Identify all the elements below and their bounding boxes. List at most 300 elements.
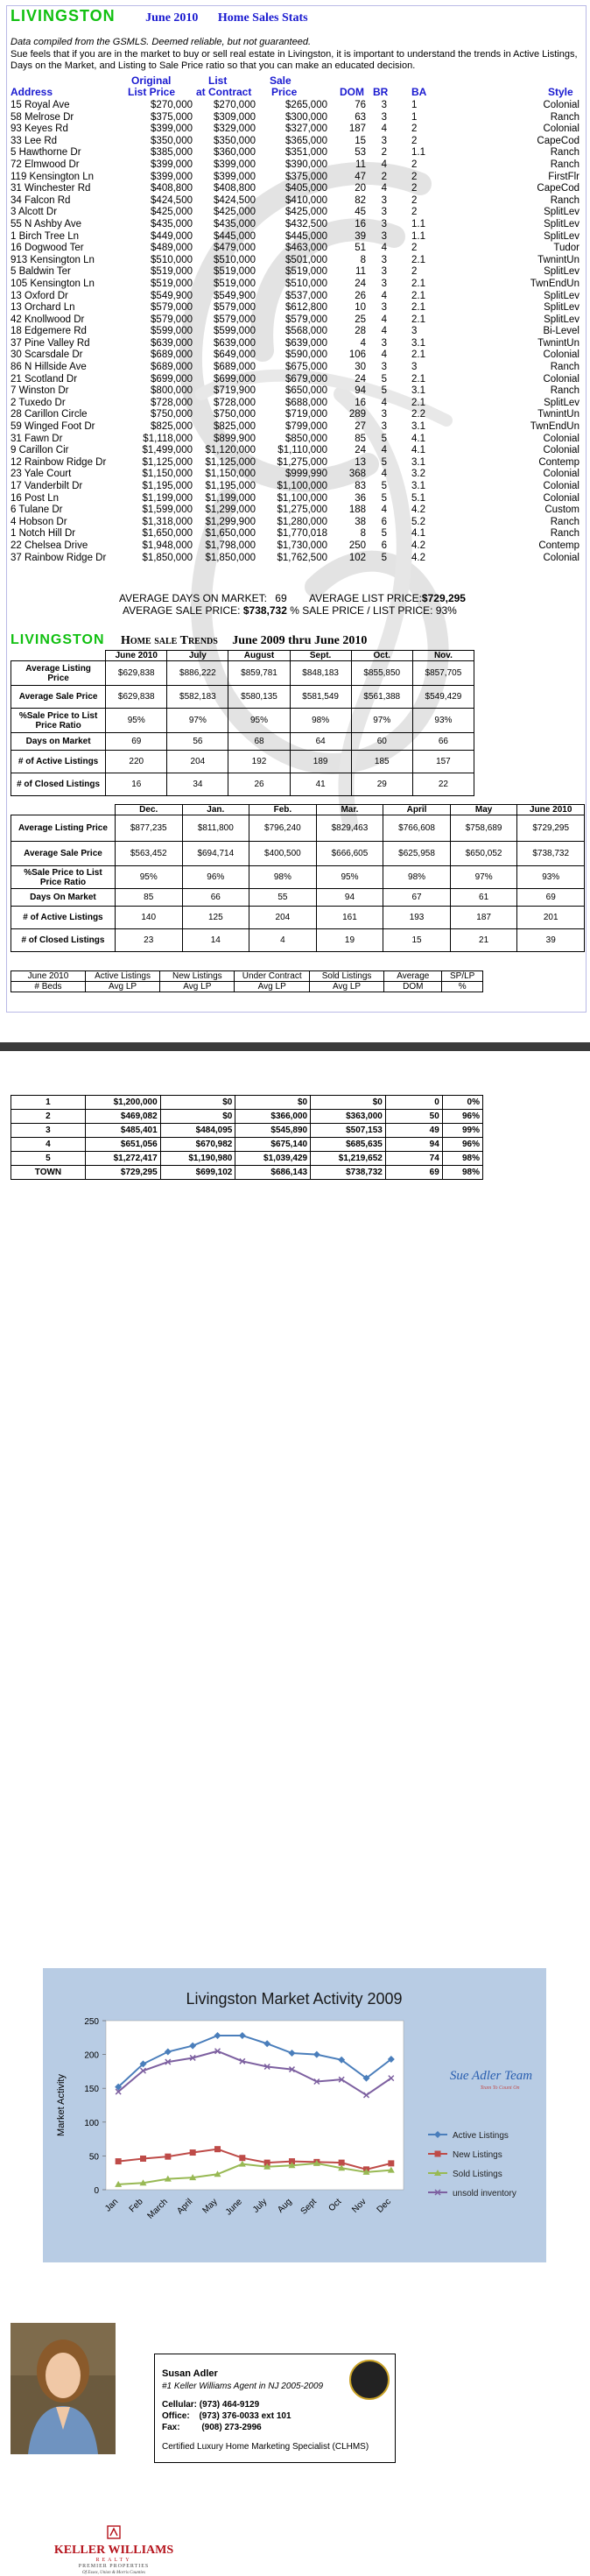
- beds-cell: $363,000: [311, 1110, 386, 1124]
- beds-cell: $545,890: [235, 1124, 311, 1138]
- page-separator: [0, 1042, 590, 1051]
- trend-cell: 95%: [106, 709, 167, 733]
- trend-row: [11, 907, 585, 929]
- trend-cell: 39: [517, 929, 585, 952]
- beds-cell: 69: [385, 1166, 442, 1180]
- beds-cell: 1: [11, 1096, 86, 1110]
- listing-address: 72 Elmwood Dr: [11, 159, 80, 170]
- listing-list-at-contract: $899,900: [214, 433, 256, 444]
- listing-br: 3: [381, 230, 387, 242]
- trend-cell: 67: [383, 889, 451, 907]
- beds-subheader-cell: %: [442, 982, 483, 992]
- trend-cell: $886,222: [167, 661, 228, 686]
- trend-month-header: July: [167, 651, 228, 661]
- trend-row: [11, 889, 585, 907]
- listing-dom: 24: [355, 445, 366, 456]
- listing-dom: 102: [348, 552, 366, 563]
- beds-cell: 50: [385, 1110, 442, 1124]
- listing-style: Ranch: [550, 516, 579, 527]
- trend-cell: $855,850: [351, 661, 412, 686]
- award-seal-icon: [349, 2360, 390, 2400]
- trend-row-label: Average Listing Price: [11, 815, 116, 842]
- listing-row: [11, 481, 579, 493]
- listing-list-at-contract: $579,000: [214, 314, 256, 325]
- trend-cell: 26: [228, 773, 290, 796]
- listing-br: 5: [381, 481, 387, 491]
- source-note: Data compiled from the GSMLS. Deemed reliable, but not guaranteed.: [11, 37, 312, 47]
- trend-cell: 29: [351, 773, 412, 796]
- listing-dom: 106: [348, 349, 366, 361]
- listing-sale-price: $445,000: [285, 230, 327, 242]
- listing-dom: 39: [355, 230, 366, 242]
- listing-original-list-price: $385,000: [151, 147, 193, 159]
- listing-br: 5: [381, 456, 387, 468]
- listing-original-list-price: $1,118,000: [143, 433, 193, 444]
- listing-original-list-price: $699,000: [151, 373, 193, 385]
- data-point: [435, 2151, 441, 2157]
- listing-dom: 51: [355, 243, 366, 254]
- listing-ba: 2: [411, 207, 418, 218]
- listing-row: [11, 231, 579, 243]
- x-tick-label: May: [200, 2197, 220, 2216]
- listing-br: 6: [381, 540, 387, 551]
- listing-dom: 187: [348, 124, 366, 135]
- listing-row: [11, 469, 579, 481]
- listing-br: 2: [381, 171, 387, 182]
- listing-dom: 11: [355, 159, 366, 170]
- header-address: Address: [11, 86, 53, 98]
- beds-cell: $366,000: [235, 1110, 311, 1124]
- listing-row: [11, 421, 579, 434]
- listing-list-at-contract: $599,000: [214, 326, 256, 337]
- listing-br: 3: [381, 362, 387, 373]
- trend-month-header: Sept.: [290, 651, 351, 661]
- keller-williams-logo: [53, 2525, 175, 2574]
- trend-header-row: [11, 651, 474, 661]
- listing-ba: 2.1: [411, 278, 425, 289]
- listing-sale-price: $375,000: [285, 171, 327, 182]
- listing-sale-price: $719,000: [285, 409, 327, 420]
- trend-cell: 125: [182, 907, 249, 929]
- trend-cell: $549,429: [412, 686, 474, 709]
- trend-cell: $629,838: [106, 686, 167, 709]
- listing-row: [11, 112, 579, 124]
- listing-original-list-price: $1,125,000: [142, 456, 193, 468]
- trend-row: [11, 733, 474, 751]
- fax-number[interactable]: (908) 273-2996: [201, 2423, 262, 2432]
- listings-header: [11, 75, 579, 100]
- beds-cell: $1,200,000: [85, 1096, 160, 1110]
- trend-cell: 21: [450, 929, 517, 952]
- listing-style: TwnEndUn: [530, 421, 579, 433]
- beds-row: [11, 1124, 483, 1138]
- data-point: [239, 2155, 245, 2161]
- listing-original-list-price: $689,000: [151, 349, 193, 361]
- listing-address: 37 Pine Valley Rd: [11, 337, 90, 349]
- listing-br: 4: [381, 243, 387, 254]
- trends-title: [11, 632, 367, 648]
- trend-row: [11, 709, 474, 733]
- office-number[interactable]: (973) 376-0033 ext 101: [199, 2411, 291, 2421]
- listing-style: TwnintUn: [537, 409, 579, 420]
- agent-card: [154, 2354, 396, 2463]
- listing-style: Colonial: [543, 373, 579, 385]
- listing-ba: 2: [411, 124, 418, 135]
- listing-sale-price: $688,000: [285, 397, 327, 408]
- listing-original-list-price: $579,000: [151, 314, 193, 325]
- kw-emblem-icon: [107, 2525, 121, 2539]
- listing-ba: 3.1: [411, 385, 425, 397]
- listing-original-list-price: $270,000: [151, 100, 193, 110]
- beds-cell: $0: [160, 1096, 235, 1110]
- listing-style: SplitLev: [544, 207, 579, 218]
- legend-entry: Sold Listings: [453, 2170, 502, 2179]
- beds-cell: 0: [385, 1096, 442, 1110]
- listing-style: Colonial: [543, 124, 579, 135]
- listing-dom: 25: [355, 314, 366, 325]
- listing-row: [11, 279, 579, 291]
- beds-subheader-cell: Avg LP: [160, 982, 235, 992]
- listing-br: 4: [381, 469, 387, 480]
- legend-entry: unsold inventory: [453, 2189, 516, 2198]
- listing-ba: 2.1: [411, 349, 425, 361]
- listing-style: Tudor: [553, 243, 579, 254]
- beds-subheader-row: [11, 982, 483, 992]
- listing-sale-price: $1,100,000: [277, 492, 327, 504]
- listing-original-list-price: $449,000: [151, 230, 193, 242]
- listing-list-at-contract: $1,798,000: [205, 540, 256, 551]
- x-tick-label: Sept: [299, 2197, 319, 2217]
- trend-cell: 68: [228, 733, 290, 751]
- trend-month-header: June 2010: [106, 651, 167, 661]
- listing-dom: 15: [355, 135, 366, 146]
- trend-cell: $811,800: [182, 815, 249, 842]
- listing-list-at-contract: $1,199,000: [205, 492, 256, 504]
- listing-address: 12 Rainbow Ridge Dr: [11, 456, 107, 468]
- listing-original-list-price: $1,948,000: [142, 540, 193, 551]
- beds-cell: $484,095: [160, 1124, 235, 1138]
- listing-list-at-contract: $579,000: [214, 302, 256, 314]
- listing-br: 3: [381, 218, 387, 229]
- listing-ba: 2.1: [411, 397, 425, 408]
- header-list-price: List Price: [128, 86, 176, 98]
- listing-address: 15 Royal Ave: [11, 100, 70, 110]
- data-point: [190, 2149, 196, 2156]
- agent-tagline: #1 Keller Williams Agent in NJ 2005-2009: [162, 2382, 324, 2391]
- listing-ba: 3.1: [411, 337, 425, 349]
- listing-ba: 2: [411, 171, 418, 182]
- listing-dom: 188: [348, 505, 366, 516]
- listing-row: [11, 434, 579, 446]
- listing-original-list-price: $1,499,000: [142, 445, 193, 456]
- trend-cell: 98%: [290, 709, 351, 733]
- listing-dom: 24: [355, 278, 366, 289]
- beds-cell: 0%: [442, 1096, 482, 1110]
- listing-dom: 27: [355, 421, 366, 433]
- listing-dom: 36: [355, 492, 366, 504]
- listing-original-list-price: $1,850,000: [142, 552, 193, 563]
- listing-list-at-contract: $639,000: [214, 337, 256, 349]
- listing-br: 3: [381, 278, 387, 289]
- x-tick-label: Feb: [127, 2197, 145, 2215]
- trend-cell: 41: [290, 773, 351, 796]
- listing-sale-price: $799,000: [285, 421, 327, 433]
- listing-list-at-contract: $1,299,000: [205, 505, 256, 516]
- beds-cell: $507,153: [311, 1124, 386, 1138]
- trend-row-label: Days On Market: [11, 889, 116, 907]
- listing-row: [11, 219, 579, 231]
- listing-ba: 2: [411, 266, 418, 278]
- listing-br: 3: [381, 421, 387, 433]
- beds-header-row: [11, 971, 483, 982]
- listing-original-list-price: $1,318,000: [142, 516, 193, 527]
- beds-cell: 49: [385, 1124, 442, 1138]
- trend-cell: 157: [412, 751, 474, 773]
- listing-style: Ranch: [550, 159, 579, 170]
- beds-cell: $1,219,652: [311, 1152, 386, 1166]
- trend-row: [11, 661, 474, 686]
- listing-style: Colonial: [543, 492, 579, 504]
- trend-row-label: %Sale Price to List Price Ratio: [11, 866, 116, 889]
- listing-address: 119 Kensington Ln: [11, 171, 95, 182]
- plot-area: [106, 2021, 404, 2190]
- listing-dom: 8: [360, 254, 366, 265]
- listing-row: [11, 124, 579, 136]
- listing-ba: 2: [411, 194, 418, 206]
- listing-list-at-contract: $399,000: [214, 171, 256, 182]
- beds-cell: $699,102: [160, 1166, 235, 1180]
- trend-month-header: Jan.: [182, 805, 249, 815]
- listing-address: 13 Oxford Dr: [11, 290, 68, 301]
- avg-dom-value: 69: [275, 592, 287, 604]
- listing-ba: 5.1: [411, 492, 425, 504]
- listing-dom: 250: [348, 540, 366, 551]
- header-list: List: [208, 74, 228, 87]
- listing-dom: 8: [360, 528, 366, 540]
- listing-sale-price: $501,000: [285, 254, 327, 265]
- listing-ba: 5.2: [411, 516, 425, 527]
- cell-number[interactable]: (973) 464-9129: [199, 2400, 260, 2410]
- title-month: June 2010: [145, 11, 199, 25]
- listing-ba: 1: [411, 111, 418, 123]
- trend-month-header: April: [383, 805, 451, 815]
- trend-cell: 161: [316, 907, 383, 929]
- listing-row: [11, 207, 579, 219]
- beds-subheader-cell: Avg LP: [85, 982, 159, 992]
- trend-cell: $859,781: [228, 661, 290, 686]
- listing-style: Colonial: [543, 552, 579, 563]
- trend-cell: 34: [167, 773, 228, 796]
- listing-ba: 2.1: [411, 314, 425, 325]
- listing-ba: 2.1: [411, 373, 425, 385]
- listing-style: Ranch: [550, 111, 579, 123]
- listing-row: [11, 493, 579, 505]
- team-branding: Sue Adler Team: [449, 2069, 533, 2083]
- listing-address: 31 Winchester Rd: [11, 183, 91, 194]
- page-two: [0, 1086, 590, 2575]
- listing-list-at-contract: $510,000: [214, 254, 256, 265]
- listing-dom: 76: [355, 100, 366, 110]
- listing-br: 4: [381, 505, 387, 516]
- listing-ba: 4.2: [411, 552, 425, 563]
- trend-cell: $738,732: [517, 842, 585, 866]
- listing-style: Custom: [544, 505, 579, 516]
- listing-sale-price: $590,000: [285, 349, 327, 361]
- trend-cell: 93%: [517, 866, 585, 889]
- listing-row: [11, 517, 579, 529]
- listing-address: 6 Tulane Dr: [11, 505, 63, 516]
- listing-address: 16 Post Ln: [11, 492, 59, 504]
- fax-label: Fax:: [162, 2423, 180, 2432]
- listing-sale-price: $351,000: [285, 147, 327, 159]
- trend-row: [11, 686, 474, 709]
- beds-cell: $0: [311, 1096, 386, 1110]
- listing-list-at-contract: $689,000: [214, 362, 256, 373]
- listing-dom: 63: [355, 111, 366, 123]
- beds-table-header: [11, 970, 483, 992]
- page-one: [0, 0, 590, 1011]
- listing-sale-price: $679,000: [285, 373, 327, 385]
- trend-cell: 204: [249, 907, 317, 929]
- header-price: Price: [271, 86, 298, 98]
- listing-list-at-contract: $825,000: [214, 421, 256, 433]
- listing-address: 28 Carillon Circle: [11, 409, 88, 420]
- listing-list-at-contract: $445,000: [214, 230, 256, 242]
- listing-sale-price: $1,762,500: [277, 552, 327, 563]
- listing-ba: 1.1: [411, 230, 425, 242]
- listing-original-list-price: $424,500: [151, 194, 193, 206]
- header-style: Style: [548, 86, 573, 98]
- market-activity-chart: [43, 1968, 546, 2262]
- beds-row: [11, 1138, 483, 1152]
- ratio-label: % SALE PRICE / LIST PRICE:: [290, 604, 433, 617]
- listing-row: [11, 540, 579, 553]
- beds-cell: $0: [235, 1096, 311, 1110]
- listing-sale-price: $519,000: [285, 266, 327, 278]
- listing-list-at-contract: $728,000: [214, 397, 256, 408]
- header-ba: BA: [411, 86, 427, 98]
- trend-cell: $694,714: [182, 842, 249, 866]
- beds-cell: $1,039,429: [235, 1152, 311, 1166]
- trend-cell: 61: [450, 889, 517, 907]
- trends-subtitle: Home sale Trends: [120, 634, 218, 647]
- ratio-value: 93%: [435, 604, 457, 617]
- listing-style: SplitLev: [544, 314, 579, 325]
- trend-month-header: Dec.: [115, 805, 182, 815]
- intro-text: Sue feels that if you are in the market to buy or sell real estate in Livingston, it is important to understand the trends in Active Listings, Days on the Market, and Listing to Sale Price ratio so that you can make an educated decision.: [11, 49, 578, 71]
- listing-list-at-contract: $1,850,000: [205, 552, 256, 563]
- listing-list-at-contract: $424,500: [214, 194, 256, 206]
- trend-cell: $877,235: [115, 815, 182, 842]
- listing-original-list-price: $435,000: [151, 218, 193, 229]
- listing-original-list-price: $1,195,000: [142, 481, 193, 491]
- listing-dom: 26: [355, 290, 366, 301]
- listing-style: Colonial: [543, 100, 579, 110]
- avg-list-value: $729,295: [421, 592, 466, 604]
- trend-cell: $650,052: [450, 842, 517, 866]
- listing-address: 13 Orchard Ln: [11, 302, 75, 314]
- listing-address: 18 Edgemere Rd: [11, 326, 87, 337]
- kw-brand-sub: REALTY: [95, 2558, 132, 2563]
- listing-br: 4: [381, 124, 387, 135]
- data-point: [165, 2154, 171, 2160]
- listing-br: 6: [381, 516, 387, 527]
- listing-br: 4: [381, 183, 387, 194]
- listing-list-at-contract: $329,000: [214, 124, 256, 135]
- listing-ba: 3.1: [411, 456, 425, 468]
- y-tick-label: 200: [84, 2050, 99, 2061]
- trend-row-label: # of Active Listings: [11, 907, 116, 929]
- beds-cell: 74: [385, 1152, 442, 1166]
- beds-row: [11, 1096, 483, 1110]
- beds-subheader-cell: Avg LP: [309, 982, 383, 992]
- listing-sale-price: $425,000: [285, 207, 327, 218]
- trend-cell: 220: [106, 751, 167, 773]
- listing-br: 2: [381, 147, 387, 159]
- listing-original-list-price: $510,000: [151, 254, 193, 265]
- listing-original-list-price: $399,000: [151, 159, 193, 170]
- kw-brand: KELLER WILLIAMS: [53, 2544, 174, 2557]
- listing-sale-price: $1,110,000: [277, 445, 327, 456]
- listing-dom: 16: [355, 397, 366, 408]
- trend-cell: 93%: [412, 709, 474, 733]
- trend-cell: 66: [412, 733, 474, 751]
- beds-cell: $670,982: [160, 1138, 235, 1152]
- listing-address: 34 Falcon Rd: [11, 194, 71, 206]
- listing-style: SplitLev: [544, 290, 579, 301]
- beds-subheader-cell: Avg LP: [235, 982, 309, 992]
- trend-month-header: Feb.: [249, 805, 317, 815]
- listing-sale-price: $650,000: [285, 385, 327, 397]
- listing-dom: 38: [355, 516, 366, 527]
- listing-style: Ranch: [550, 528, 579, 540]
- listing-list-at-contract: $479,000: [214, 243, 256, 254]
- trend-cell: $848,183: [290, 661, 351, 686]
- listing-style: TwnEndUn: [530, 278, 579, 289]
- listing-row: [11, 100, 579, 112]
- listing-sale-price: $327,000: [285, 124, 327, 135]
- listing-br: 3: [381, 254, 387, 265]
- listing-list-at-contract: $699,000: [214, 373, 256, 385]
- listing-address: 16 Dogwood Ter: [11, 243, 84, 254]
- listing-sale-price: $612,800: [285, 302, 327, 314]
- listing-address: 21 Scotland Dr: [11, 373, 78, 385]
- listing-ba: 3.1: [411, 421, 425, 433]
- listing-dom: 368: [348, 469, 366, 480]
- legend-entry: New Listings: [453, 2150, 502, 2160]
- listing-original-list-price: $1,599,000: [142, 505, 193, 516]
- avg-sale-value: $738,732: [242, 604, 287, 617]
- beds-cell: $686,143: [235, 1166, 311, 1180]
- trend-cell: 4: [249, 929, 317, 952]
- listing-address: 105 Kensington Ln: [11, 278, 95, 289]
- listing-address: 58 Melrose Dr: [11, 111, 74, 123]
- beds-cell: 2: [11, 1110, 86, 1124]
- beds-cell: $485,401: [85, 1124, 160, 1138]
- x-tick-label: June: [223, 2197, 244, 2218]
- trend-cell: 55: [249, 889, 317, 907]
- beds-cell: $0: [160, 1110, 235, 1124]
- listing-sale-price: $432,500: [285, 218, 327, 229]
- beds-cell: $469,082: [85, 1110, 160, 1124]
- listing-address: 30 Scarsdale Dr: [11, 349, 83, 361]
- listing-sale-price: $568,000: [285, 326, 327, 337]
- listing-row: [11, 409, 579, 421]
- listing-ba: 4.1: [411, 528, 425, 540]
- beds-cell: 99%: [442, 1124, 482, 1138]
- listing-list-at-contract: $425,000: [214, 207, 256, 218]
- listing-address: 4 Hobson Dr: [11, 516, 67, 527]
